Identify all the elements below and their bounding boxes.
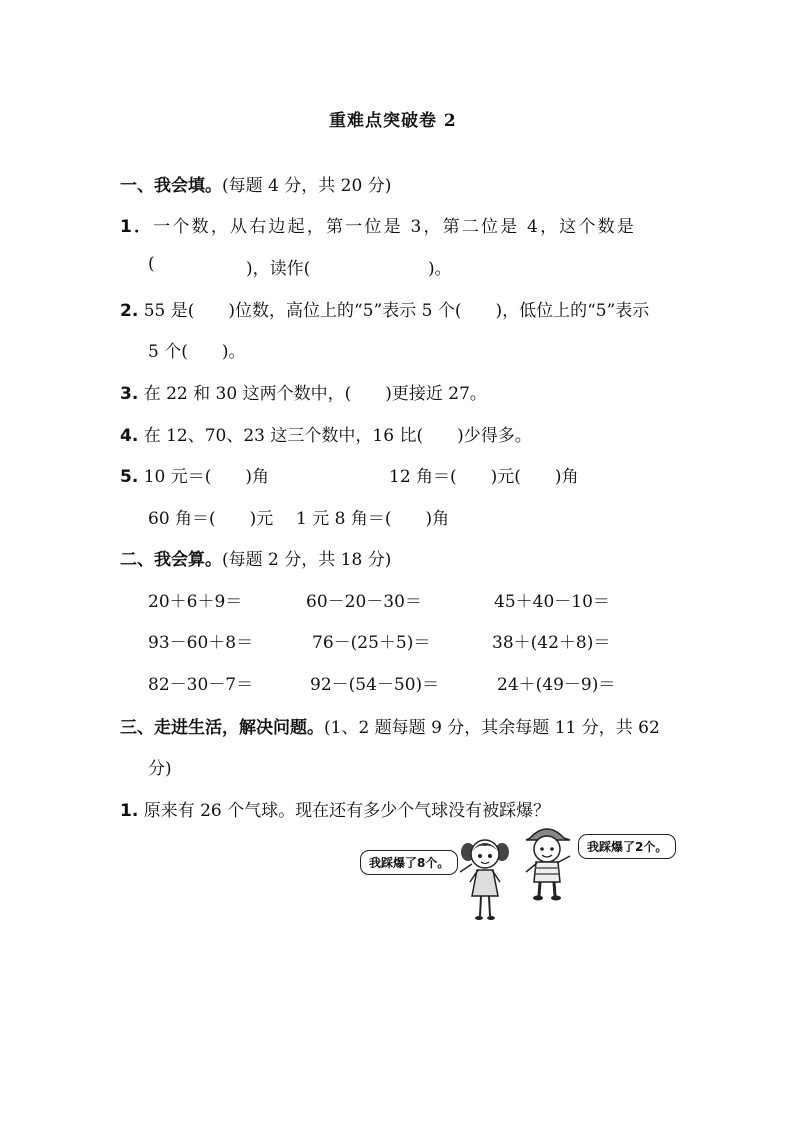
calc-r1-c2: 60－20－30＝ bbox=[306, 592, 422, 612]
q1-blank-b-close: )。 bbox=[428, 259, 452, 279]
q5-part-d: 1 元 8 角＝( )角 bbox=[296, 509, 450, 529]
q4-number: 4. bbox=[120, 426, 139, 446]
section3-heading-text: 三、走进生活，解决问题。 bbox=[120, 718, 324, 738]
s3-q1-line bbox=[120, 796, 550, 821]
calc-r3-c3: 24＋(49－9)＝ bbox=[497, 675, 616, 695]
q4-line bbox=[120, 421, 532, 446]
section2-heading bbox=[120, 545, 391, 570]
q5-part-b: 12 角＝( )元( )角 bbox=[389, 467, 579, 487]
section1-heading-text: 一、我会填。 bbox=[120, 176, 222, 196]
boy-illustration bbox=[512, 822, 582, 902]
q5-line1 bbox=[120, 462, 269, 487]
q1-blank-a-open: ( bbox=[148, 254, 155, 274]
q1-text: 一个数，从右边起，第一位是 3，第二位是 4，这个数是 bbox=[153, 217, 637, 237]
calc-r2-c3: 38＋(42＋8)＝ bbox=[492, 633, 611, 653]
section2-heading-text: 二、我会算。 bbox=[120, 550, 222, 570]
q3-line bbox=[120, 379, 487, 404]
speech-bubble-boy: 我踩爆了2个。 bbox=[578, 834, 676, 859]
q1-line1 bbox=[120, 212, 636, 237]
q2-text: 55 是( )位数，高位上的“5”表示 5 个( )，低位上的“5”表示 bbox=[143, 301, 650, 321]
s3-q1-number: 1. bbox=[120, 801, 139, 821]
speech-bubble-girl: 我踩爆了8个。 bbox=[360, 850, 458, 875]
calc-r1-c3: 45＋40－10＝ bbox=[494, 592, 610, 612]
section3-score: (1、2 题每题 9 分，其余每题 11 分，共 62 bbox=[324, 718, 660, 738]
section1-heading bbox=[120, 171, 391, 196]
q2-line2: 5 个( )。 bbox=[148, 342, 246, 362]
calc-r1-c1: 20＋6＋9＝ bbox=[148, 592, 243, 612]
q5-number: 5. bbox=[120, 467, 139, 487]
calc-r2-c1: 93－60＋8＝ bbox=[148, 633, 254, 653]
section3-score-cont: 分) bbox=[148, 759, 172, 779]
q4-text: 在 12、70、23 这三个数中，16 比( )少得多。 bbox=[143, 426, 532, 446]
q3-number: 3. bbox=[120, 384, 139, 404]
girl-illustration bbox=[450, 832, 520, 922]
calc-r3-c2: 92－(54－50)＝ bbox=[310, 675, 440, 695]
section1-score: (每题 4 分，共 20 分) bbox=[222, 176, 392, 196]
page-title: 重难点突破卷 2 bbox=[329, 111, 457, 131]
q1-number: 1． bbox=[120, 217, 154, 237]
q2-line1 bbox=[120, 296, 649, 321]
q3-text: 在 22 和 30 这两个数中，( )更接近 27。 bbox=[143, 384, 487, 404]
s3-q1-text: 原来有 26 个气球。现在还有多少个气球没有被踩爆？ bbox=[143, 801, 551, 821]
q5-part-c: 60 角＝( )元 bbox=[148, 509, 274, 529]
section3-heading bbox=[120, 713, 660, 738]
q2-number: 2. bbox=[120, 301, 139, 321]
q1-blank-a-close: )，读作( bbox=[246, 259, 311, 279]
calc-r2-c2: 76－(25＋5)＝ bbox=[312, 633, 431, 653]
q5-part-a: 10 元＝( )角 bbox=[143, 467, 270, 487]
section2-score: (每题 2 分，共 18 分) bbox=[222, 550, 392, 570]
calc-r3-c1: 82－30－7＝ bbox=[148, 675, 254, 695]
